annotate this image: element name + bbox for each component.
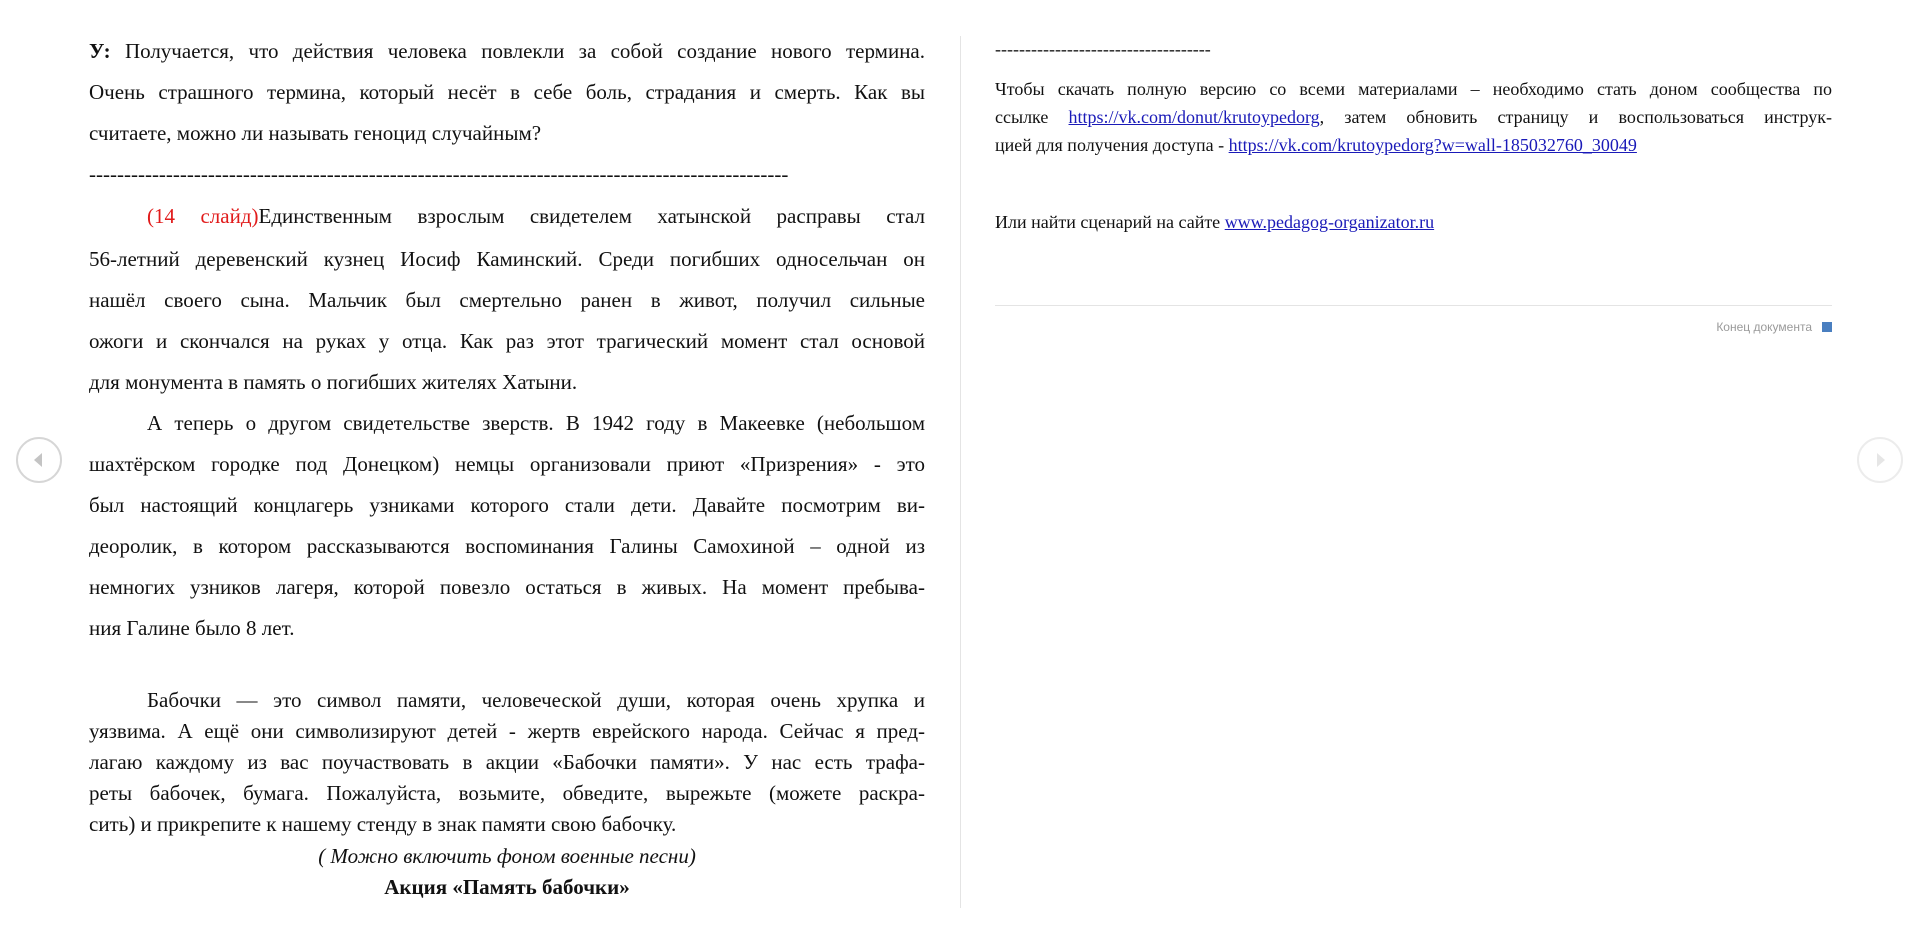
wall-post-link[interactable]: https://vk.com/krutoypedorg?w=wall-185032760_30049 [1228,135,1637,155]
paragraph-line: ожоги и скончался на руках у отца. Как раз этот трагический момент стал основой [89,329,925,353]
end-of-document-label: Конец документа [1716,320,1812,334]
paragraph-line: А теперь о другом свидетельстве зверств. В 1942 году в Макеевке (небольшом [147,411,925,435]
stage-note: ( Можно включить фоном военные песни) [318,844,696,868]
previous-page-button[interactable] [16,437,62,483]
separator-line: ------------------------------------ [995,39,1211,59]
paragraph-line: считаете, можно ли называть геноцид случайным? [89,121,542,145]
page-divider [960,36,961,908]
paragraph-line: (14 слайд)Единственным взрослым свидетелем хатынской расправы стал [147,204,925,228]
paragraph-line: лагаю каждому из вас поучаствовать в акции «Бабочки памяти». У нас есть трафа- [89,750,925,774]
paragraph-line: Чтобы скачать полную версию со всеми материалами – необходимо стать доном сообщества по [995,79,1832,99]
paragraph-line: шахтёрском городке под Донецком) немцы организовали приют «Призрения» - это [89,452,925,476]
donut-link[interactable]: https://vk.com/donut/krutoypedorg [1068,107,1320,127]
paragraph-line: цией для получения доступа - https://vk.com/krutoypedorg?w=wall-185032760_30049 [995,135,1637,155]
paragraph-line: деоролик, в котором рассказываются воспоминания Галины Самохиной – одной из [89,534,925,558]
paragraph-line: нашёл своего сына. Мальчик был смертельно ранен в живот, получил сильные [89,288,925,312]
end-of-document-marker [1716,320,1832,334]
end-square-icon [1822,322,1832,332]
slide-label: (14 слайд) [147,204,259,228]
paragraph-line: для монумента в память о погибших жителях Хатыни. [89,370,578,394]
paragraph-line: сить) и прикрепите к нашему стенду в знак памяти свою бабочку. [89,812,677,836]
next-page-button[interactable] [1857,437,1903,483]
paragraph-line: Очень страшного термина, который несёт в себе боль, страдания и смерть. Как вы [89,80,925,104]
paragraph-line: Бабочки — это символ памяти, человеческой души, которая очень хрупка и [147,688,925,712]
paragraph-line: немногих узников лагеря, которой повезло остаться в живых. На момент пребыва- [89,575,925,599]
end-separator [995,305,1832,306]
website-link[interactable]: www.pedagog-organizator.ru [1224,212,1435,232]
paragraph-line: ния Галине было 8 лет. [89,616,295,640]
document-page-right [995,0,1832,927]
chevron-left-icon [29,450,49,470]
paragraph-line: 56-летний деревенский кузнец Иосиф Каминский. Среди погибших односельчан он [89,247,925,271]
chevron-right-icon [1870,450,1890,470]
paragraph-line: уязвима. А ещё они символизируют детей - жертв еврейского народа. Сейчас я пред- [89,719,925,743]
section-heading: Акция «Память бабочки» [384,875,630,899]
speaker-label: У: [89,39,111,63]
document-page-left [89,0,925,927]
paragraph-line: ссылке https://vk.com/donut/krutoypedorg, затем обновить страницу и воспользоваться инструк- [995,107,1833,127]
paragraph-line: Или найти сценарий на сайте www.pedagog-organizator.ru [995,212,1435,232]
paragraph-line: У: Получается, что действия человека повлекли за собой создание нового термина. [89,39,925,63]
paragraph-line: реты бабочек, бумага. Пожалуйста, возьмите, обведите, вырежьте (можете раскра- [89,781,925,805]
paragraph-line: был настоящий концлагерь узниками которого стали дети. Давайте посмотрим ви- [89,493,925,517]
separator-line: ---------------------------------------------------------------------------------------------------- [89,162,789,186]
